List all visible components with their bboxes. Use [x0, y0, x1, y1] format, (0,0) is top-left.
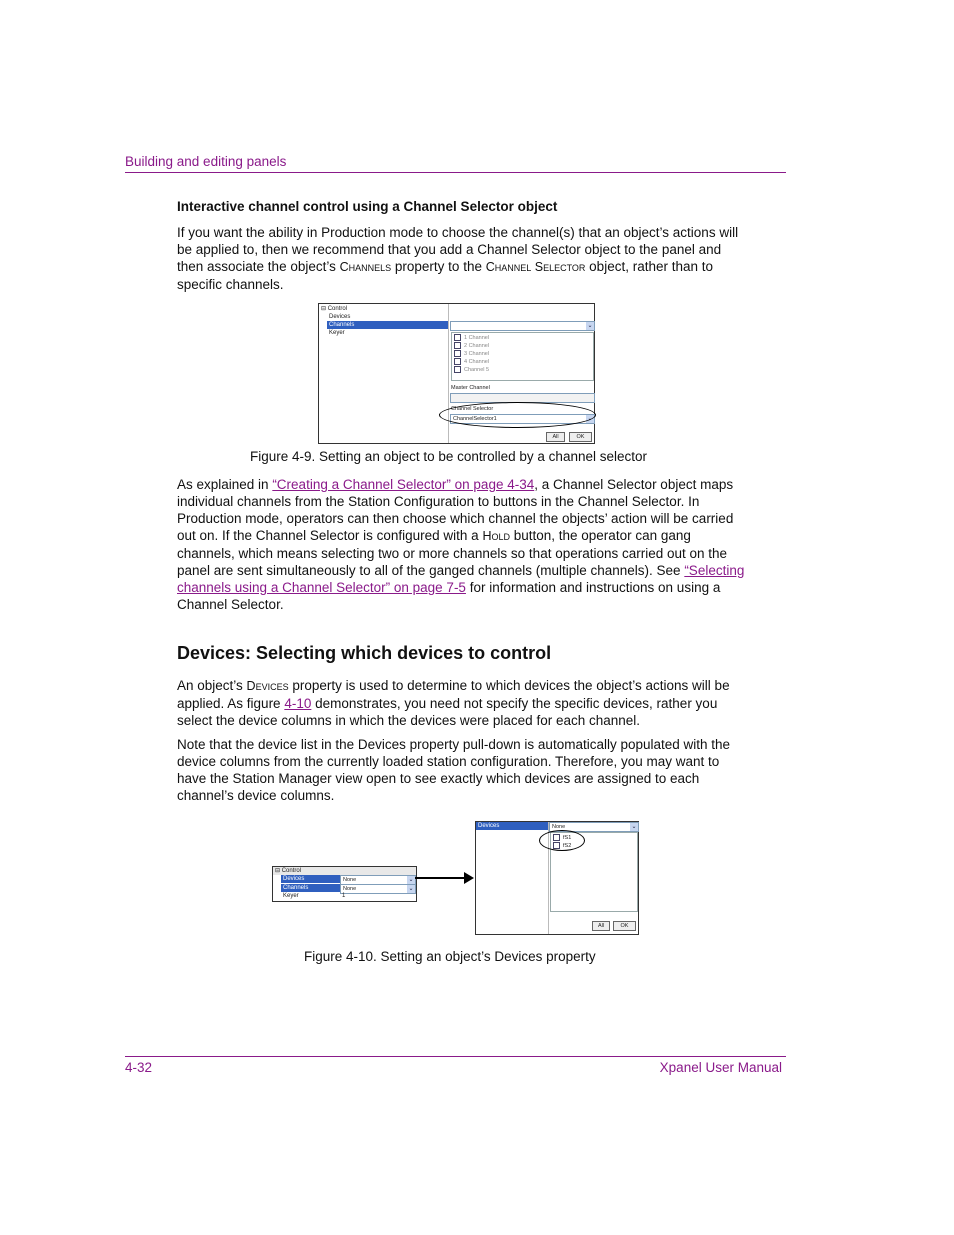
- device-item[interactable]: fS1: [553, 834, 571, 842]
- all-button[interactable]: All: [592, 921, 610, 931]
- highlight-oval: [439, 402, 596, 428]
- paragraph-1: If you want the ability in Production mode to choose the channel(s) that an object’s actions will be applied to, then we recommend that you add a Channel Selector object to the panel and then associate the object’s Channels property to the Channel Selector object, rather than to specific channels.: [177, 225, 739, 292]
- xref-figure-4-10[interactable]: 4-10: [284, 696, 312, 711]
- running-header: Building and editing panels: [125, 154, 287, 169]
- device-item[interactable]: fS2: [553, 842, 571, 850]
- paragraph-2: As explained in “Creating a Channel Selector” on page 4-34, a Channel Selector object maps individual channels from the Station Configuration to buttons in the Channel Selector. In Production mode, operators can then choose which channel the objects’ action will be carried out on. If the Channel Selector is configured with a Hold button, the operator can gang channels, which means selecting two or more channels so that operations carried out on the panel are sent simultaneously to all of the ganged channels (multiple channels). See “Selecting channels using a Channel Selector” on page 7-5 for information and instructions on using a Channel Selector.: [177, 477, 745, 612]
- highlight-oval: [539, 830, 585, 851]
- devices-dropdown[interactable]: None ⌄: [549, 822, 639, 832]
- chevron-down-icon: ⌄: [587, 416, 593, 422]
- manual-title: Xpanel User Manual: [659, 1060, 782, 1075]
- page-number: 4-32: [125, 1060, 153, 1075]
- xref-selecting-channels[interactable]: “Selecting channels using a Channel Selector” on page 7-5: [177, 563, 745, 595]
- tree-item-devices[interactable]: Devices: [329, 314, 351, 320]
- checkbox-icon[interactable]: [454, 334, 461, 341]
- checkbox-icon[interactable]: [454, 342, 461, 349]
- checkbox-icon[interactable]: [454, 350, 461, 357]
- paragraph-4: Note that the device list in the Devices property pull-down is automatically populated with the device columns from the currently loaded station configuration. Therefore, you may want to have the Station Manager view open to see exactly which devices are assigned to each channel’s device columns.: [177, 737, 731, 803]
- devices-row[interactable]: Devices: [476, 822, 548, 830]
- arrow-head-icon: [464, 872, 474, 884]
- channel-item[interactable]: 4 Channel: [454, 358, 489, 366]
- header-rule: [125, 172, 786, 173]
- checkbox-icon[interactable]: [454, 358, 461, 365]
- channel-selector-label: Channel Selector: [451, 406, 494, 412]
- chevron-down-icon: ⌄: [587, 323, 593, 329]
- checkbox-icon[interactable]: [454, 366, 461, 373]
- footer-rule: [125, 1056, 786, 1057]
- channel-selector-dropdown[interactable]: ChannelSelector1 ⌄: [450, 414, 595, 424]
- chevron-down-icon: ⌄: [631, 824, 637, 830]
- tree-item-channels[interactable]: Channels: [327, 321, 449, 329]
- splitter: [448, 304, 449, 443]
- master-channel-label: Master Channel: [451, 385, 490, 391]
- channel-list: [451, 332, 594, 381]
- grid-row-devices[interactable]: Devices: [281, 875, 341, 883]
- grid-row-keyer[interactable]: Keyer: [283, 893, 299, 899]
- chevron-down-icon: ⌄: [408, 886, 414, 892]
- paragraph-3: An object’s Devices property is used to determine to which devices the object’s actions will be applied. As figure 4-10 demonstrates, you need not specify the specific devices, rather you select the device columns in which the devices were placed for each channel.: [177, 678, 730, 728]
- tree-item-control[interactable]: ⊟ Control: [321, 306, 348, 312]
- chevron-down-icon: ⌄: [408, 877, 414, 883]
- channel-item[interactable]: Channel 5: [454, 366, 489, 374]
- channel-item[interactable]: 2 Channel: [454, 342, 489, 350]
- figure-4-9-caption: Figure 4-9. Setting an object to be controlled by a channel selector: [250, 449, 647, 464]
- channels-value-dropdown[interactable]: None ⌄: [340, 884, 416, 894]
- grid-row-channels[interactable]: Channels: [281, 884, 341, 892]
- subheading: Interactive channel control using a Channel Selector object: [177, 199, 558, 214]
- section-heading: Devices: Selecting which devices to control: [177, 643, 552, 663]
- arrow-line: [415, 877, 465, 879]
- tree-item-keyer[interactable]: Keyer: [329, 330, 345, 336]
- channel-item[interactable]: 3 Channel: [454, 350, 489, 358]
- figure-4-10-caption: Figure 4-10. Setting an object’s Devices property: [304, 949, 596, 964]
- devices-value-dropdown[interactable]: None ⌄: [340, 875, 416, 885]
- xref-creating-channel-selector[interactable]: “Creating a Channel Selector” on page 4-34: [272, 477, 535, 492]
- keyer-value: 1: [342, 893, 346, 899]
- all-button[interactable]: All: [546, 432, 565, 442]
- ok-button[interactable]: OK: [613, 921, 636, 931]
- channels-dropdown[interactable]: [450, 321, 595, 331]
- figure-4-10-property-grid: [272, 866, 417, 902]
- ok-button[interactable]: OK: [569, 432, 592, 442]
- grid-header[interactable]: ⊟ Control: [273, 867, 416, 875]
- channel-item[interactable]: 1 Channel: [454, 334, 489, 342]
